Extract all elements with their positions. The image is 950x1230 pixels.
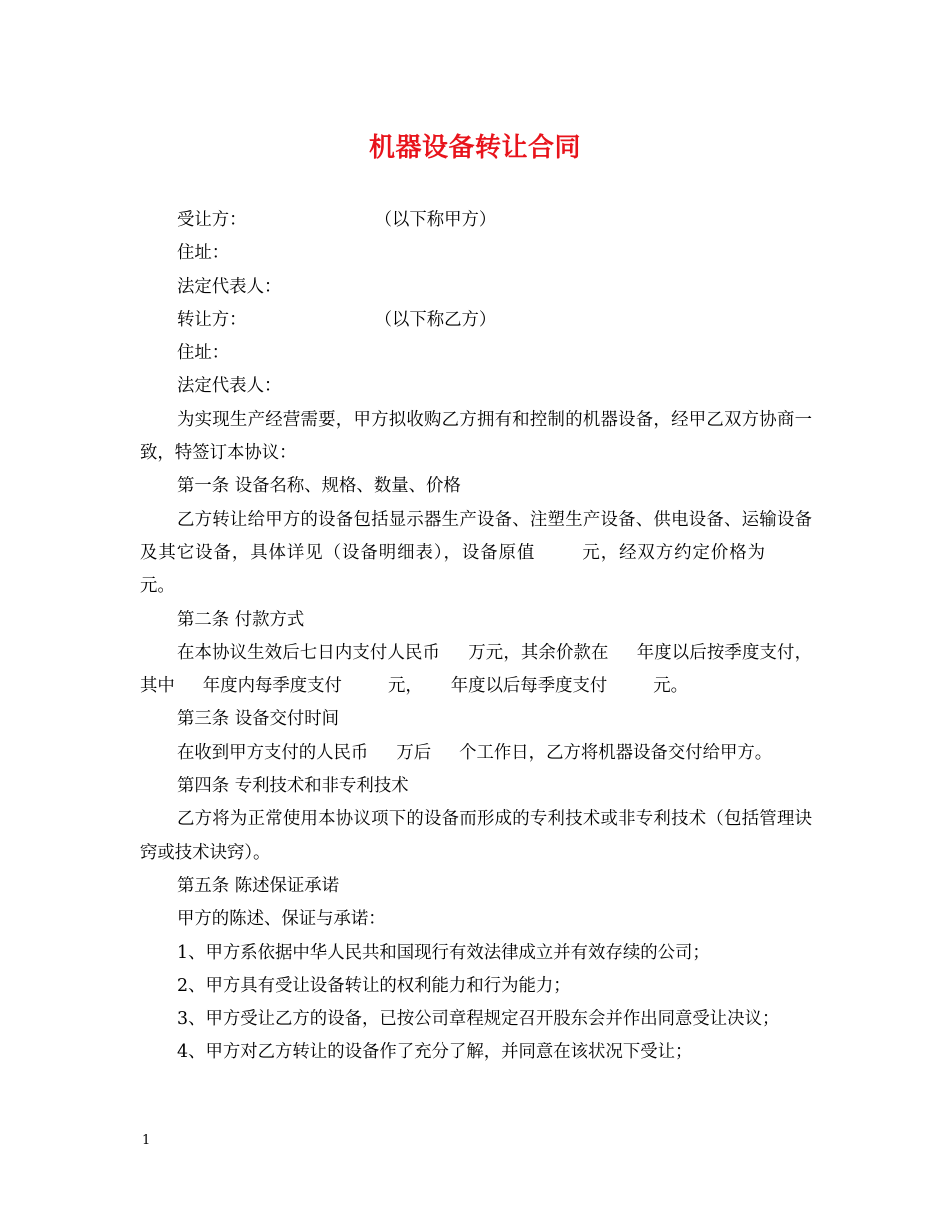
article-2-heading: 第二条 付款方式 [177, 609, 305, 630]
transferor-note: （以下称乙方） [374, 309, 497, 330]
article-4-heading: 第四条 专利技术和非专利技术 [177, 776, 409, 797]
article-2-text-g: 元。 [653, 676, 689, 697]
transferor-label: 转让方： [177, 309, 247, 330]
list-item: 2、甲方具有受让设备转让的权利能力和行为能力； [177, 975, 571, 996]
article-1-text [140, 504, 812, 604]
article-1-text-a: 乙方转让给甲方的设备包括显示器生产设备、注塑生产设备、供电设备、运输设备及其它设备，具体详见（设备明细表），设备原值 [140, 509, 812, 563]
transferee-line [140, 204, 812, 237]
article-2-text-c: 年度以后按季度支付，其中 [140, 642, 812, 697]
transferee-legal-rep: 法定代表人： [177, 276, 282, 297]
article-3-text-a: 在收到甲方支付的人民币 [177, 742, 369, 763]
list-item: 3、甲方受让乙方的设备，已按公司章程规定召开股东会并作出同意受让决议； [177, 1009, 780, 1030]
article-1-heading: 第一条 设备名称、规格、数量、价格 [177, 476, 461, 497]
contract-body [140, 204, 812, 1070]
article-2-text-b: 万元，其余价款在 [468, 642, 609, 663]
article-2-text-f: 年度以后每季度支付 [450, 676, 608, 697]
transferor-line [140, 304, 812, 337]
article-4-text: 乙方将为正常使用本协议项下的设备而形成的专利技术或非专利技术（包括管理诀窍或技术诀窍）。 [140, 809, 812, 863]
article-2-text-d: 年度内每季度支付 [202, 676, 342, 697]
transferor-address: 住址： [177, 343, 230, 364]
article-1-text-b: 元，经双方约定价格为 [581, 542, 766, 563]
article-3-text-c: 个工作日，乙方将机器设备交付给甲方。 [459, 742, 773, 763]
article-2-text [140, 637, 812, 704]
transferee-label: 受让方： [177, 210, 247, 230]
document-title: 机器设备转让合同 [368, 133, 581, 163]
article-5-intro: 甲方的陈述、保证与承诺： [177, 909, 386, 930]
transferee-note: （以下称甲方） [374, 210, 497, 230]
article-1-text-c: 元。 [140, 576, 175, 597]
transferee-address: 住址： [177, 243, 230, 264]
article-3-text-b: 万后 [396, 742, 432, 763]
article-5-heading: 第五条 陈述保证承诺 [177, 875, 340, 896]
page-number: 1 [142, 1133, 151, 1148]
article-2-text-a: 在本协议生效后七日内支付人民币 [177, 642, 441, 663]
list-item: 4、甲方对乙方转让的设备作了充分了解，并同意在该状况下受让； [177, 1042, 693, 1063]
transferor-legal-rep: 法定代表人： [177, 376, 282, 397]
list-item: 1、甲方系依据中华人民共和国现行有效法律成立并有效存续的公司； [177, 942, 710, 963]
preamble-paragraph: 为实现生产经营需要，甲方拟收购乙方拥有和控制的机器设备，经甲乙双方协商一致，特签订本协议： [140, 409, 812, 464]
article-2-text-e: 元， [387, 676, 423, 697]
article-3-heading: 第三条 设备交付时间 [177, 709, 340, 730]
article-3-text [140, 737, 812, 770]
